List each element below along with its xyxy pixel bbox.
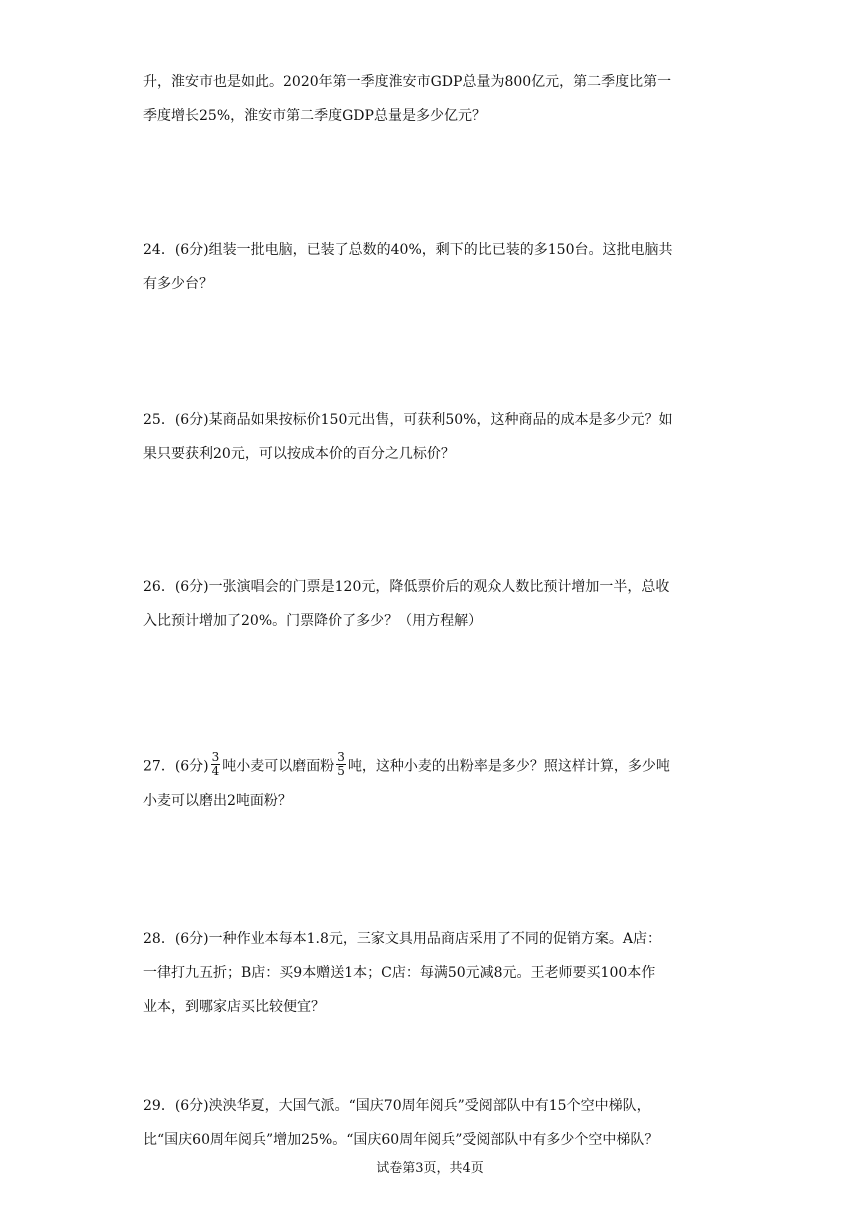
question-text-line: 果只要获利20元，可以按成本价的百分之几标价？ — [143, 446, 455, 462]
question-text-line: 升，淮安市也是如此。2020年第一季度淮安市GDP总量为800亿元，第二季度比第一 — [143, 74, 672, 90]
question-text-line: 季度增长25%，淮安市第二季度GDP总量是多少亿元？ — [143, 108, 486, 124]
question-text: 吨小麦可以磨面粉 — [222, 758, 335, 775]
question-text-line: 业本，到哪家店买比较便宜？ — [143, 999, 325, 1015]
fraction-three-quarters: $\frac{3}{4}$ — [211, 750, 220, 778]
question-text-line: 29．(6分)泱泱华夏，大国气派。“国庆70周年阅兵”受阅部队中有15个空中梯队， — [143, 1098, 651, 1114]
page-footer: 试卷第3页，共4页 — [376, 1161, 484, 1176]
fraction-three-fifths: $\frac{3}{5}$ — [337, 750, 345, 778]
question-text: 吨，这种小麦的出粉率是多少？照这样计算，多少吨 — [347, 758, 670, 775]
question-text-line: 25．(6分)某商品如果按标价150元出售，可获利50%，这种商品的成本是多少元？如 — [143, 412, 673, 428]
question-text-line: 有多少台？ — [143, 276, 213, 292]
question-text-line: 一律打九五折；B店：买9本赠送1本；C店：每满50元减8元。王老师要买100本作 — [143, 965, 656, 981]
question-text-line: 26．(6分)一张演唱会的门票是120元，降低票价后的观众人数比预计增加一半，总收 — [143, 579, 670, 595]
question-text-line — [143, 750, 670, 780]
question-text-line: 24．(6分)组装一批电脑，已装了总数的40%，剩下的比已装的多150台。这批电脑共 — [143, 242, 673, 258]
question-text-line: 比“国庆60周年阅兵”增加25%。“国庆60周年阅兵”受阅部队中有多少个空中梯队？ — [143, 1132, 659, 1148]
question-text-line: 28．(6分)一种作业本每本1.8元，三家文具用品商店采用了不同的促销方案。A店： — [143, 931, 662, 947]
question-text-line: 小麦可以磨出2吨面粉？ — [143, 793, 292, 809]
question-text-line: 入比预计增加了20%。门票降价了多少？（用方程解） — [143, 613, 483, 629]
question-number: 27．(6分) — [143, 758, 209, 775]
